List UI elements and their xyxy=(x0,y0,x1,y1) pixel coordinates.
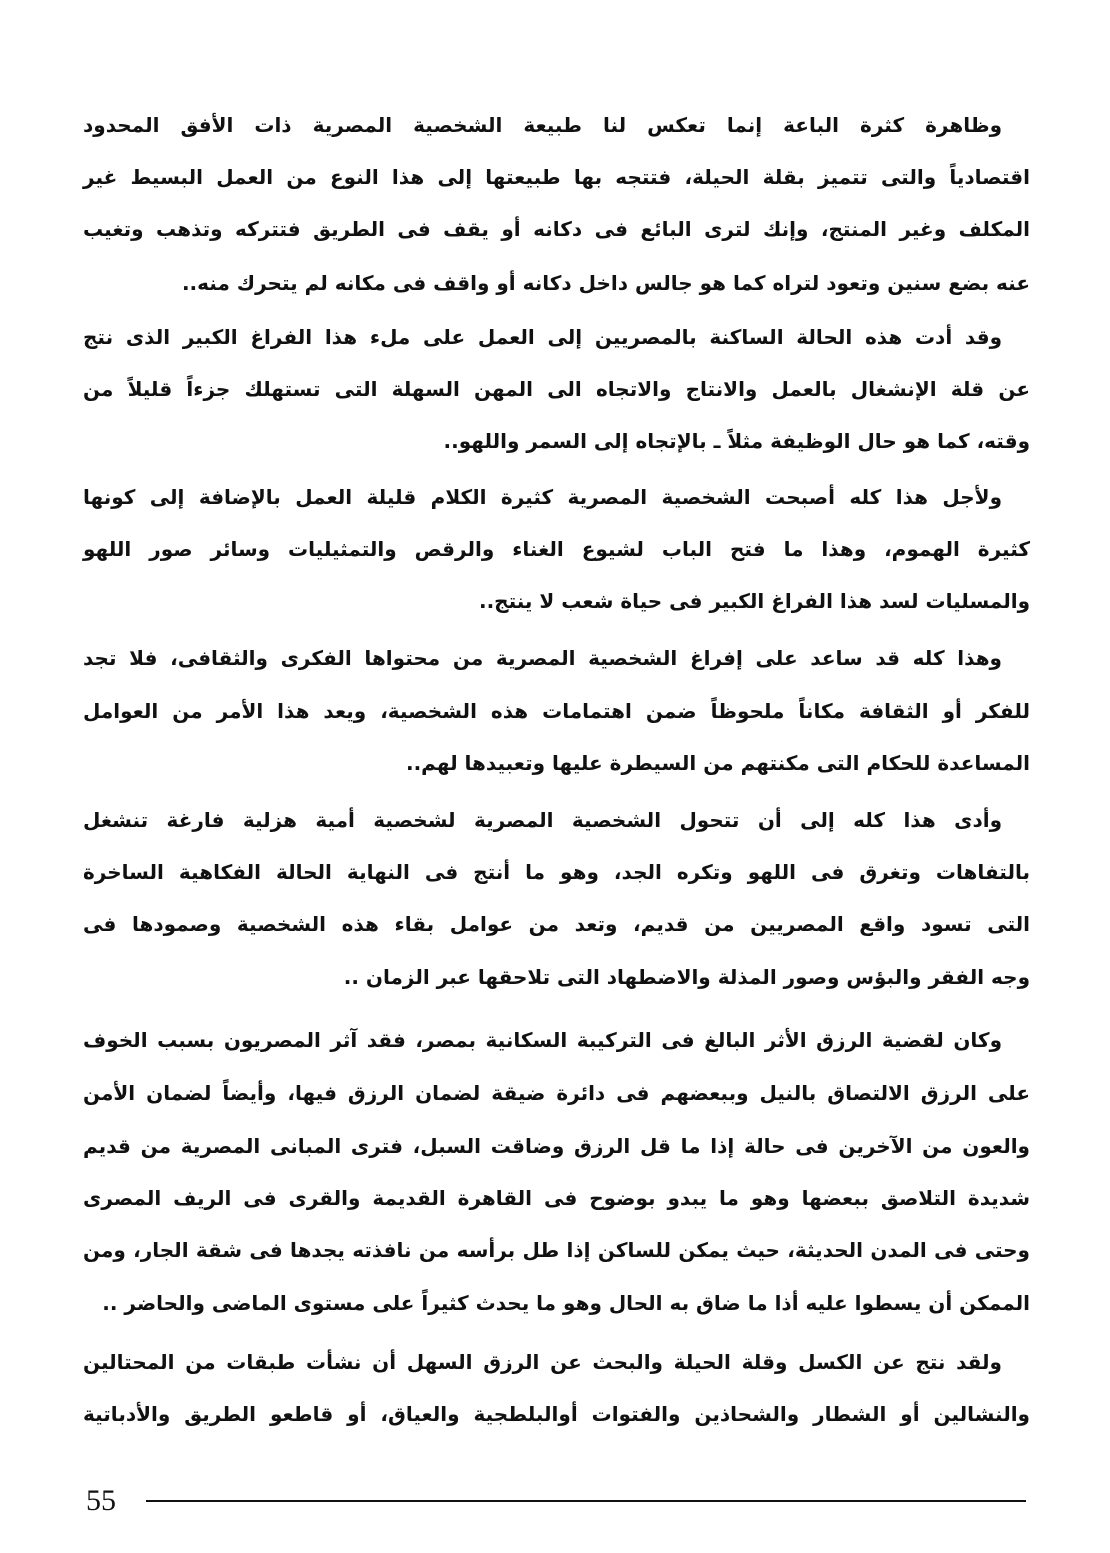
text-line: والمسليات لسد هذا الفراغ الكبير فى حياة شعب لا ينتج.. xyxy=(478,589,1030,613)
text-line: وهذا كله قد ساعد على إفراغ الشخصية المصرية من محتواها الفكرى والثقافى، فلا تجد xyxy=(83,646,1002,670)
text-line: بالتفاهات وتغرق فى اللهو وتكره الجد، وهو ما أنتج فى النهاية الحالة الفكاهية الساخرة xyxy=(83,860,1030,884)
page-number: 55 xyxy=(86,1484,116,1517)
footer-rule xyxy=(146,1500,1026,1502)
text-line: شديدة التلاصق ببعضها وهو ما يبدو بوضوح فى القاهرة القديمة والقرى فى الريف المصرى xyxy=(83,1186,1030,1210)
text-line: وظاهرة كثرة الباعة إنما تعكس لنا طبيعة الشخصية المصرية ذات الأفق المحدود xyxy=(83,113,1002,137)
text-line: ولأجل هذا كله أصبحت الشخصية المصرية كثيرة الكلام قليلة العمل بالإضافة إلى كونها xyxy=(83,485,1002,509)
text-line: اقتصادياً والتى تتميز بقلة الحيلة، فتتجه بها طبيعتها إلى هذا النوع من العمل البسيط غير xyxy=(83,165,1030,189)
text-line: الممكن أن يسطوا عليه أذا ما ضاق به الحال وهو ما يحدث كثيراً على مستوى الماضى والحاضر .. xyxy=(102,1291,1030,1315)
text-line: المكلف وغير المنتج، وإنك لترى البائع فى دكانه أو يقف فى الطريق فتتركه وتذهب وتغيب xyxy=(83,217,1030,241)
text-line: وحتى فى المدن الحديثة، حيث يمكن للساكن إذا طل برأسه من نافذته يجدها فى شقة الجار، ومن xyxy=(83,1238,1030,1262)
text-line: عنه بضع سنين وتعود لتراه كما هو جالس داخل دكانه أو واقف فى مكانه لم يتحرك منه.. xyxy=(181,271,1030,295)
text-line: كثيرة الهموم، وهذا ما فتح الباب لشيوع الغناء والرقص والتمثيليات وسائر صور اللهو xyxy=(83,537,1030,561)
text-line: وجه الفقر والبؤس وصور المذلة والاضطهاد التى تلاحقها عبر الزمان .. xyxy=(343,965,1030,989)
text-line: المساعدة للحكام التى مكنتهم من السيطرة عليها وتعبيدها لهم.. xyxy=(405,751,1030,775)
text-line: عن قلة الإنشغال بالعمل والانتاج والاتجاه الى المهن السهلة التى تستهلك جزءاً قليلاً من xyxy=(83,377,1030,401)
text-line: وقد أدت هذه الحالة الساكنة بالمصريين إلى العمل على ملء هذا الفراغ الكبير الذى نتج xyxy=(83,325,1002,349)
text-line: للفكر أو الثقافة مكاناً ملحوظاً ضمن اهتمامات هذه الشخصية، ويعد هذا الأمر من العوامل xyxy=(83,699,1030,723)
text-line: والنشالين أو الشطار والشحاذين والفتوات أوالبلطجية والعياق، أو قاطعو الطريق والأدباتية xyxy=(83,1402,1030,1426)
text-line: ولقد نتج عن الكسل وقلة الحيلة والبحث عن الرزق السهل أن نشأت طبقات من المحتالين xyxy=(83,1350,1002,1374)
text-line: وأدى هذا كله إلى أن تتحول الشخصية المصرية لشخصية أمية هزلية فارغة تنشغل xyxy=(83,808,1002,832)
text-line: وكان لقضية الرزق الأثر البالغ فى التركيبة السكانية بمصر، فقد آثر المصريون بسبب الخوف xyxy=(83,1028,1002,1052)
text-line: على الرزق الالتصاق بالنيل وببعضهم فى دائرة ضيقة لضمان الرزق فيها، وأيضاً لضمان الأمن xyxy=(83,1081,1030,1105)
text-line: والعون من الآخرين فى حالة إذا ما قل الرزق وضاقت السبل، فترى المبانى المصرية من قديم xyxy=(83,1134,1030,1158)
text-line: التى تسود واقع المصريين من قديم، وتعد من عوامل بقاء هذه الشخصية وصمودها فى xyxy=(83,912,1030,936)
text-line: وقته، كما هو حال الوظيفة مثلاً ـ بالإتجاه إلى السمر واللهو.. xyxy=(443,429,1030,453)
